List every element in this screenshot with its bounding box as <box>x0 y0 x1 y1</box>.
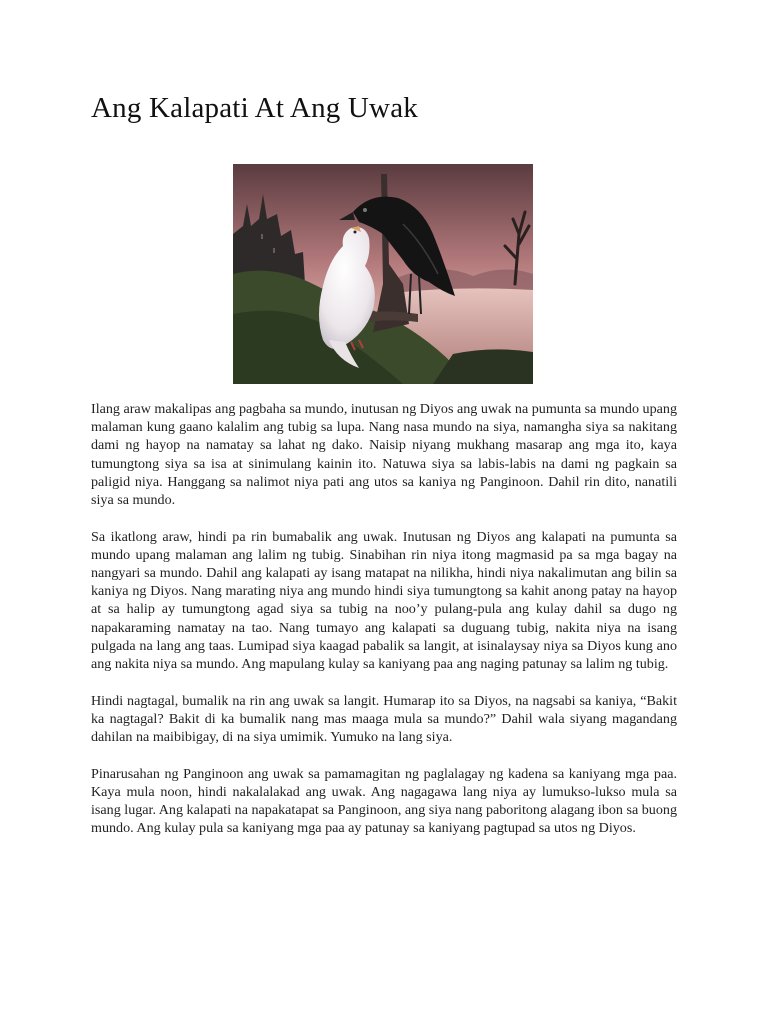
story-body <box>91 400 677 856</box>
paragraph: Pinarusahan ng Panginoon ang uwak sa pamamagitan ng paglalagay ng kadena sa kaniyang mga paa. Kaya mula noon, hindi nakalalakad ang uwak. Ang nagagawa lang niya ay lumukso-lukso mula sa isang lugar. Ang kalapati na napakatapat sa Panginoon, ang siya nang paboritong alagang ibon sa buong mundo. Ang kulay pula sa kaniyang mga paa ay patunay sa kaniyang pagtupad sa utos ng Diyos. <box>91 765 677 837</box>
paragraph: Ilang araw makalipas ang pagbaha sa mundo, inutusan ng Diyos ang uwak na pumunta sa mundo upang malaman kung gaano kalalim ang tubig sa lupa. Nang nasa mundo na siya, namangha siya sa nakitang dami ng hayop na namatay sa lahat ng dako. Naisip niyang mukhang masarap ang mga ito, kaya tumungtong siya sa isa at sinimulang kainin ito. Natuwa siya sa labis-labis na dami ng pagkain sa paligid niya. Hanggang sa nalimot niya pati ang utos sa kaniya ng Panginoon. Dahil rin dito, nanatili siya sa mundo. <box>91 401 677 509</box>
paragraph: Hindi nagtagal, bumalik na rin ang uwak sa langit. Humarap ito sa Diyos, na nagsabi sa kaniya, “Bakit ka nagtagal? Bakit di ka bumalik nang mas maaga mula sa mundo?” Dahil wala siyang magandang dahilan na maibibigay, di na siya umimik. Yumuko na lang siya. <box>91 692 677 746</box>
dove-and-crow-painting-icon <box>233 164 533 384</box>
paragraph: Sa ikatlong araw, hindi pa rin bumabalik ang uwak. Inutusan ng Diyos ang kalapati na pumunta sa mundo upang malaman ang lalim ng tubig. Sinabihan rin niya itong magmasid pa sa mga bagay na nangyari sa mundo. Dahil ang kalapati ay isang matapat na nilikha, hindi niya nakalimutan ang bilin sa kaniya ng Diyos. Nang marating niya ang mundo hindi siya tumungtong sa kahit anong patay na hayop at sa halip ay tumungtong agad siya sa tubig na noo’y pulang-pula ang kulay dahil sa dugo ng napakaraming namatay na tao. Nang tumayo ang kalapati sa duguang tubig, nakita niya na isang pulgada na lang ang taas. Lumipad siya kaagad pabalik sa langit, at isinalaysay niya sa Diyos kung ano ang nakita niya sa mundo. Ang mapulang kulay sa kaniyang paa ang naging patunay sa lalim ng tubig. <box>91 528 677 673</box>
page-title: Ang Kalapati At Ang Uwak <box>91 92 418 124</box>
